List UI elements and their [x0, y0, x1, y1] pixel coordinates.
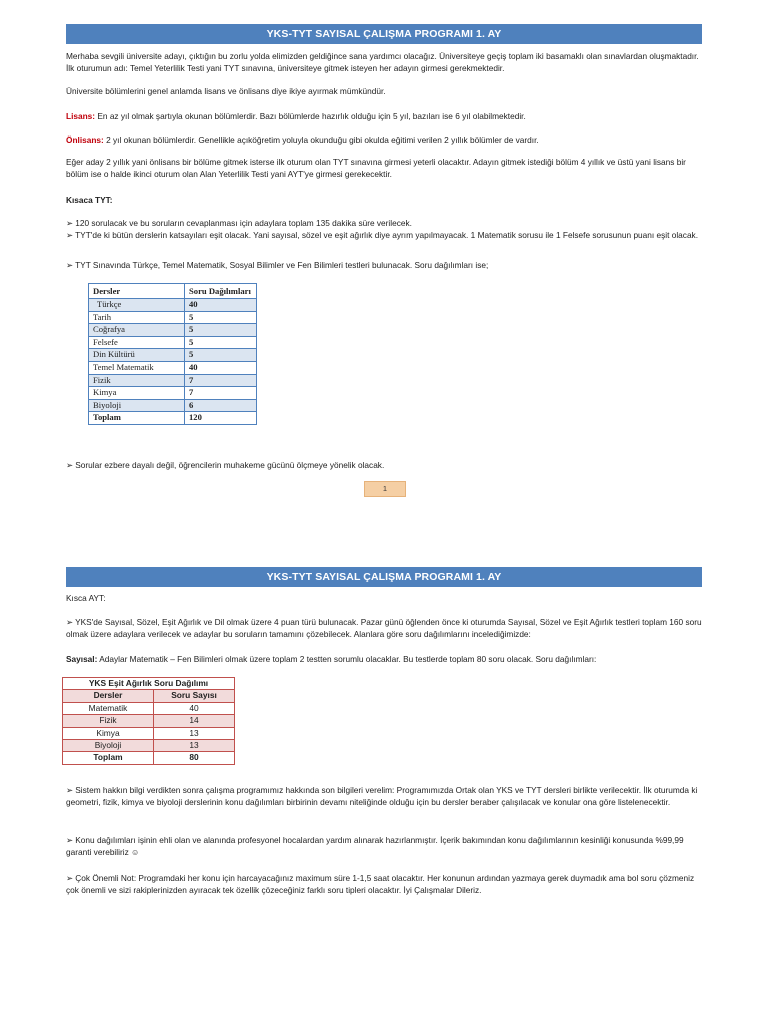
table-cell: 13	[154, 740, 235, 752]
table-row	[89, 299, 257, 312]
table-total-row	[89, 412, 257, 425]
tyt-ayt-paragraph: Eğer aday 2 yıllık yani önlisans bir bölüme gitmek isterse ilk oturum olan TYT sınavına girmesi yeterli olacaktır. Adayın gitmek istediği bölüm 4 yıllık ve üstü yani lisans bir bölüm ise o halde ikinci oturum olan Alan Yeterlilik Testi yani AYT'ye girmesi gerekecektir.	[66, 157, 686, 179]
table-cell: 40	[185, 299, 257, 312]
table-cell: 6	[185, 399, 257, 412]
onlisans-paragraph	[66, 134, 702, 146]
table-cell: 5	[185, 349, 257, 362]
table-cell: 14	[154, 715, 235, 727]
bullet-item: ➢ Sistem hakkın bilgi verdikten sonra çalışma programımız hakkında son bilgileri verelim: Programımızda Ortak olan YKS ve TYT dersleri birlikte verilecektir. İlk oturumda ki geometri, fizik, kimya ve biyoloji derslerinin konu dağılımları birbirinin devamı niteliğinde olduğu için bu dersler beraber çalışılacak ve konular ona göre listelenecektir.	[66, 784, 702, 808]
bullet-item: ➢ Çok Önemli Not: Programdaki her konu için harcayacağınız maximum süre 1-1,5 saat olacaktır. Her konunun ardından yazmaya gerek duymadık ama bol soru çözmeniz çok önemli ve sizi rakiplerinizden ayıracak tek özellik çözeceğiniz farklı soru tipleri olacaktır. İyi Çalışmalar Dileriz.	[66, 872, 702, 896]
table-cell: 5	[185, 324, 257, 337]
table-row	[89, 349, 257, 362]
kisaca-ayt-heading: Kısca AYT:	[66, 593, 106, 603]
sayisal-label: Sayısal:	[66, 654, 98, 664]
onlisans-text: 2 yıl okunan bölümlerdir. Genellikle açıköğretim yoluyla okunduğu gibi okulda eğitimi verilen 2 yıllık bölümler de vardır.	[103, 135, 539, 145]
page-1-title-banner: YKS-TYT SAYISAL ÇALIŞMA PROGRAMI 1. AY	[66, 24, 702, 44]
table-header-cell: Soru Dağılımları	[185, 284, 257, 299]
table-row	[89, 399, 257, 412]
table-caption-row	[63, 678, 235, 690]
sayisal-paragraph	[66, 653, 702, 665]
table-caption: YKS Eşit Ağırlık Soru Dağılımı	[63, 678, 235, 690]
table-row	[63, 727, 235, 739]
table-cell: 7	[185, 374, 257, 387]
table-header-cell: Dersler	[89, 284, 185, 299]
lisans-text: En az yıl olmak şartıyla okunan bölümlerdir. Bazı bölümlerde hazırlık olduğu için 5 yıl, bazıları ise 6 yıl olabilmektedir.	[95, 111, 526, 121]
onlisans-label: Önlisans:	[66, 135, 104, 145]
table-row	[89, 361, 257, 374]
table-cell: Fizik	[63, 715, 154, 727]
table-cell: 13	[154, 727, 235, 739]
table-cell: 40	[154, 702, 235, 714]
lisans-paragraph	[66, 110, 702, 122]
intro-paragraph: Merhaba sevgili üniversite adayı, çıktığın bu zorlu yolda elimizden geldiğince sana yardımcı olacağız. Üniversiteye geçiş toplam iki basamaklı olan sınavlardan oluşmaktadır. İlk oturumun adı: Temel Yeterlilik Testi yani TYT sınavına, üniversiteye gitmek isteyen her adayın girmesi gerekmektedir.	[66, 51, 699, 73]
table-row	[63, 702, 235, 714]
table-cell: 120	[185, 412, 257, 425]
table-cell: Toplam	[89, 412, 185, 425]
bullet-item: ➢ TYT Sınavında Türkçe, Temel Matematik, Sosyal Bilimler ve Fen Bilimleri testleri bulunacak. Soru dağılımları ise;	[66, 259, 702, 271]
bullet-item: ➢ YKS'de Sayısal, Sözel, Eşit Ağırlık ve Dil olmak üzere 4 puan türü bulunacak. Pazar günü öğlenden önce ki oturumda Sayısal, Sözel ve Eşit Ağırlık testleri toplam 160 soru olmak üzere adaylara verilecek ve adaylar bu soruların tamamını çözebilecek. Alanlara göre soru dağılımlarını incelediğimizde:	[66, 616, 702, 640]
table-header-cell: Soru Sayısı	[154, 690, 235, 702]
table-row	[89, 387, 257, 400]
table-cell: Matematik	[63, 702, 154, 714]
yks-distribution-table	[62, 677, 235, 765]
table-header-cell: Dersler	[63, 690, 154, 702]
table-header-row	[89, 284, 257, 299]
table-cell: 80	[154, 752, 235, 764]
table-cell: Biyoloji	[89, 399, 185, 412]
table-total-row	[63, 752, 235, 764]
table-row	[89, 324, 257, 337]
table-cell: Kimya	[89, 387, 185, 400]
table-cell: Din Kültürü	[89, 349, 185, 362]
table-row	[63, 740, 235, 752]
table-cell: 5	[185, 311, 257, 324]
lisans-onlisans-paragraph: Üniversite bölümlerini genel anlamda lisans ve önlisans diye ikiye ayırmak mümkündür.	[66, 86, 386, 96]
kisaca-tyt-heading: Kısaca TYT:	[66, 195, 113, 205]
table-cell: 7	[185, 387, 257, 400]
sayisal-text: Adaylar Matematik – Fen Bilimleri olmak üzere toplam 2 testten sorumlu olacaklar. Bu testlerde toplam 80 soru olacak. Soru dağılımları:	[97, 654, 597, 664]
bullet-item: ➢ TYT'de ki bütün derslerin katsayıları eşit olacak. Yani sayısal, sözel ve eşit ağırlık diye ayrım yapılmayacak. 1 Matematik sorusu ile 1 Felsefe sorusunun puanı eşit olacak.	[66, 229, 702, 241]
bullet-item: ➢ Sorular ezbere dayalı değil, öğrencilerin muhakeme gücünü ölçmeye yönelik olacak.	[66, 459, 702, 471]
table-row	[89, 336, 257, 349]
page-2-title-banner: YKS-TYT SAYISAL ÇALIŞMA PROGRAMI 1. AY	[66, 567, 702, 587]
table-row	[89, 311, 257, 324]
table-header-row	[63, 690, 235, 702]
lisans-label: Lisans:	[66, 111, 96, 121]
table-cell: 40	[185, 361, 257, 374]
page-number: 1	[364, 481, 406, 497]
table-cell: Tarih	[89, 311, 185, 324]
tyt-distribution-table	[88, 283, 257, 425]
table-cell: Kimya	[63, 727, 154, 739]
table-cell: Biyoloji	[63, 740, 154, 752]
bullet-item: ➢ 120 sorulacak ve bu soruların cevaplanması için adaylara toplam 135 dakika süre verilecek.	[66, 217, 702, 229]
table-row	[63, 715, 235, 727]
table-row	[89, 374, 257, 387]
bullet-item: ➢ Konu dağılımları işinin ehli olan ve alanında profesyonel hocalardan yardım alınarak hazırlanmıştır. İçerik bakımından konu dağılımlarının kesinliği konusunda %99,99 garanti verebiliriz ☺	[66, 834, 702, 858]
table-cell: 5	[185, 336, 257, 349]
table-cell: Fizik	[89, 374, 185, 387]
table-cell: Türkçe	[89, 299, 185, 312]
table-cell: Coğrafya	[89, 324, 185, 337]
table-cell: Toplam	[63, 752, 154, 764]
table-cell: Felsefe	[89, 336, 185, 349]
table-cell: Temel Matematik	[89, 361, 185, 374]
